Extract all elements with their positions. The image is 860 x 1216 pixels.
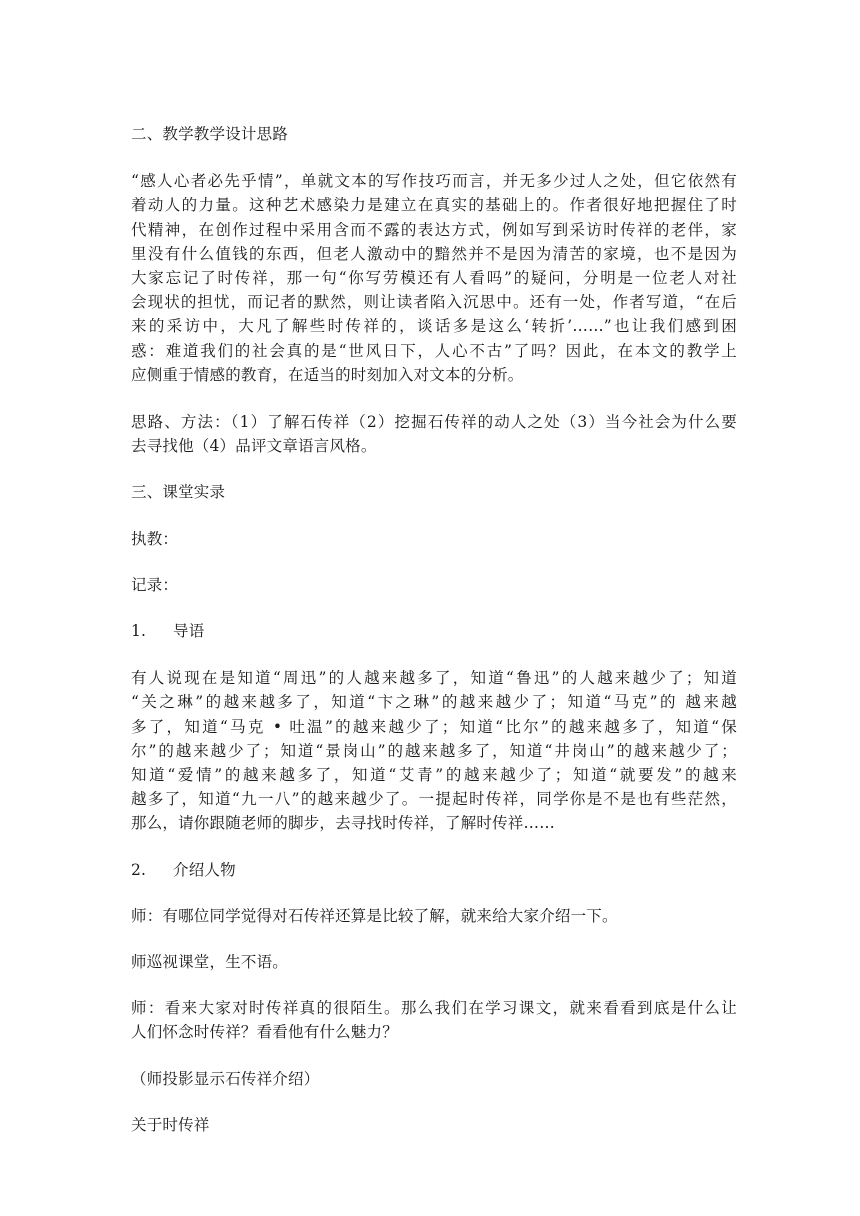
- text-line: 尔”的越来越少了；知道“景岗山”的越来越多了，知道“井岗山”的越来越少了；: [131, 741, 737, 760]
- document-page: [131, 122, 737, 1137]
- method-paragraph: [131, 410, 737, 458]
- text-line: 师：看来大家对时传祥真的很陌生。那么我们在学习课文，就来看看到底是什么让: [131, 999, 737, 1018]
- text-line: 去寻找他（4）品评文章语言风格。: [131, 437, 377, 456]
- text-line: 里没有什么值钱的东西，但老人激动中的黯然并不是因为清苦的家境，也不是因为: [131, 244, 737, 263]
- design-rationale-paragraph: [131, 169, 737, 387]
- text-line: 有人说现在是知道“周迅”的人越来越多了，知道“鲁迅”的人越来越少了；知道: [131, 669, 737, 688]
- teacher-label: 执教：: [131, 529, 179, 548]
- text-line: 代精神，在创作过程中采用含而不露的表达方式，例如写到采访时传祥的老伴，家: [131, 220, 737, 239]
- about-heading: 关于时传祥: [131, 1115, 210, 1134]
- text-line: 思路、方法：（1）了解石传祥（2）挖掘石传祥的动人之处（3）当今社会为什么要: [131, 413, 737, 432]
- text-line: 来的采访中，大凡了解些时传祥的，谈话多是这么‘转折’……”也让我们感到困: [131, 317, 737, 336]
- intro-paragraph: [131, 666, 737, 835]
- item-number: 2.: [131, 860, 147, 879]
- numbered-item-intro: [131, 619, 737, 643]
- text-line: 大家忘记了时传祥，那一句“你写劳模还有人看吗”的疑问，分明是一位老人对社: [131, 269, 737, 288]
- item-title: 导语: [173, 622, 205, 641]
- text-line: 越多了，知道“九一八”的越来越少了。一提起时传祥，同学你是不是也有些茫然，: [131, 790, 737, 809]
- teacher-question-paragraph: 师：有哪位同学觉得对石传祥还算是比较了解，就来给大家介绍一下。: [131, 906, 618, 925]
- text-line: 那么，请你跟随老师的脚步，去寻找时传祥，了解时传祥……: [131, 814, 555, 833]
- classroom-silence-paragraph: 师巡视课堂，生不语。: [131, 953, 289, 972]
- section-heading-record: 三、课堂实录: [131, 483, 226, 502]
- text-line: “关之琳”的越来越多了，知道“卞之琳”的越来越少了；知道“马克”的 越来越: [131, 693, 737, 712]
- numbered-item-character: [131, 858, 737, 882]
- text-line: 人们怀念时传祥？看看他有什么魅力？: [131, 1023, 398, 1042]
- teacher-remark-paragraph: [131, 996, 737, 1044]
- item-number: 1.: [131, 622, 147, 641]
- item-title: 介绍人物: [173, 860, 236, 879]
- text-line: 应侧重于情感的教育，在适当的时刻加入对文本的分析。: [131, 365, 524, 384]
- text-line: “感人心者必先乎情”，单就文本的写作技巧而言，并无多少过人之处，但它依然有: [131, 172, 737, 191]
- record-label: 记录：: [131, 575, 179, 594]
- section-heading-design: 二、教学教学设计思路: [131, 125, 289, 143]
- text-line: 着动人的力量。这种艺术感染力是建立在真实的基础上的。作者很好地把握住了时: [131, 196, 737, 215]
- text-line: 知道“爱情”的越来越多了，知道“艾青”的越来越少了；知道“就要发”的越来: [131, 766, 737, 785]
- text-line: 惑：难道我们的社会真的是“世风日下，人心不古”了吗？因此，在本文的教学上: [131, 341, 737, 360]
- text-line: 多了，知道“马克 • 吐温”的越来越少了；知道“比尔”的越来越多了，知道“保: [131, 717, 737, 736]
- projection-note: （师投影显示石传祥介绍）: [131, 1069, 320, 1088]
- text-line: 会现状的担忧，而记者的默然，则让读者陷入沉思中。还有一处，作者写道，“在后: [131, 293, 737, 312]
